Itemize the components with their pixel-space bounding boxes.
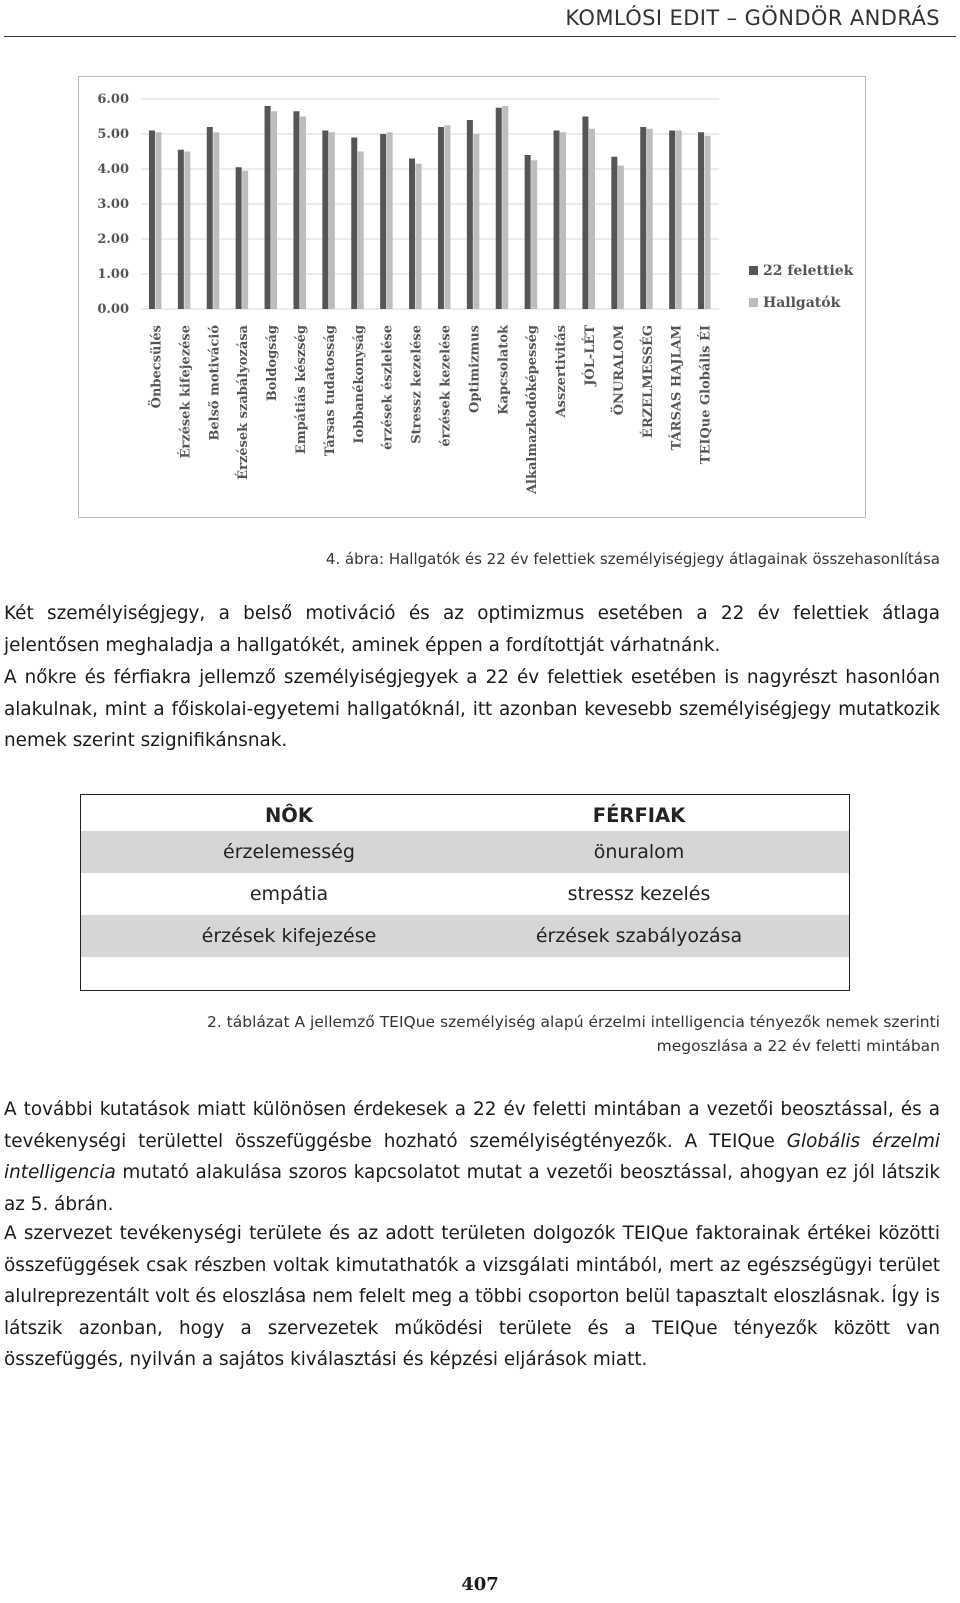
chart-svg (79, 77, 865, 517)
x-tick-label: Iobbanékonyság (351, 325, 367, 444)
y-tick-label: 0.00 (97, 302, 129, 317)
bar (438, 127, 444, 309)
bar (387, 132, 393, 309)
x-tick-label: Belső motiváció (207, 325, 223, 441)
paragraph-3 (4, 1094, 940, 1220)
x-tick-label: Empátiás készség (293, 325, 309, 455)
table-cell: empátia (249, 883, 329, 905)
table-row (81, 915, 849, 957)
x-tick-label: Önbecsülés (149, 325, 165, 409)
bar (647, 129, 653, 309)
bar (322, 131, 328, 310)
bar (178, 150, 184, 309)
bar (640, 127, 646, 309)
x-tick-label: Kapcsolatok (496, 325, 512, 415)
bar (473, 134, 479, 309)
bar (560, 132, 566, 309)
paragraph-4: A szervezet tevékenységi területe és az adott területen dolgozók TEIQue faktorainak értékei közötti összefüggések csak részben voltak kimutathatók a vizsgálati mintából, mert az egészségügyi terület alulreprezentált volt és eloszlása nem felelt meg a többi csoporton belül tapasztalt eloszlásnak. Így is látszik azonban, hogy a szervezetek működési területe és a TEIQue tényezők között van összefüggés, nyilván a sajátos kiválasztási és képzési eljárások miatt. (4, 1223, 940, 1371)
bar (155, 132, 161, 309)
table-caption: 2. táblázat A jellemző TEIQue személyiség alapú érzelmi intelligencia tényezők nemek szerinti megoszlása a 22 év feletti mintában (206, 1013, 940, 1055)
table-header-women: NÔK (264, 804, 313, 827)
legend (749, 263, 854, 311)
bar (618, 166, 624, 310)
legend-swatch (749, 298, 758, 307)
x-tick-label: érzések észlelése (380, 325, 396, 450)
bar-chart (78, 76, 866, 518)
legend-label: Hallgatók (763, 295, 841, 311)
y-tick-label: 1.00 (97, 267, 129, 282)
bar (184, 152, 190, 310)
x-tick-label: TEIQue Globális ÉI (698, 325, 714, 465)
bar (582, 117, 588, 310)
x-tick-label: TÁRSAS HAJLAM (669, 325, 685, 451)
bar (300, 117, 306, 310)
table-cell: érzések szabályozása (535, 925, 743, 947)
y-tick-labels (97, 92, 129, 317)
bar (444, 125, 450, 309)
y-tick-label: 2.00 (97, 232, 129, 247)
bar (496, 108, 502, 309)
bar (380, 134, 386, 309)
x-tick-label: ÖNURALOM (611, 325, 627, 416)
x-tick-label: Asszertivitás (554, 325, 570, 418)
bar (416, 164, 422, 309)
x-tick-label: ÉRZELMESSÉG (640, 325, 656, 439)
gender-traits-table (80, 794, 850, 991)
bar (554, 131, 560, 310)
table-row (81, 831, 849, 873)
bar (242, 171, 248, 309)
bar (611, 157, 617, 309)
paragraph-2: A nőkre és férfiakra jellemző személyiségjegyek a 22 év felettiek esetében is nagyrészt hasonlóan alakulnak, mint a főiskolai-egyetemi hallgatóknál, itt azonban kevesebb személyiségjegy mutatkozik nemek szerint szignifikánsnak. (4, 667, 940, 752)
x-tick-label: Alkalmazkodóképesség (525, 325, 541, 495)
bar (409, 159, 415, 310)
table-cell: stressz kezelés (567, 883, 711, 905)
x-tick-label: Optimizmus (467, 325, 483, 413)
y-tick-label: 4.00 (97, 162, 129, 177)
table-cell: érzelemesség (223, 841, 355, 863)
bar (467, 120, 473, 309)
paragraph-1: Két személyiségjegy, a belső motiváció és az optimizmus esetében a 22 év felettiek átlaga jelentősen meghaladja a hallgatókét, aminek éppen a fordítottját várhatnánk. (4, 603, 940, 656)
running-head: KOMLÓSI EDIT – GÖNDÖR ANDRÁS (565, 6, 940, 30)
y-tick-label: 6.00 (97, 92, 129, 107)
table-cell: önuralom (593, 841, 685, 863)
bar (213, 132, 219, 309)
bar (676, 131, 682, 310)
bar (705, 136, 711, 309)
x-tick-label: érzések kezelése (438, 325, 454, 447)
grid-layer (141, 99, 719, 309)
paragraph-3-text-a: A további kutatások miatt különösen érdekesek a 22 év feletti mintában a vezetői beosztással, és a tevékenységi területtel összefüggésbe hozható személyiségtényezők. A TEIQue (4, 1099, 940, 1152)
bar (149, 131, 155, 310)
x-tick-label: Érzések kifejezése (178, 325, 194, 459)
x-tick-label: Érzések szabályozása (236, 325, 252, 480)
bar (271, 111, 277, 309)
bar (293, 111, 299, 309)
x-tick-label: Boldogság (265, 325, 281, 402)
figure-caption: 4. ábra: Hallgatók és 22 év felettiek személyiségjegy átlagainak összehasonlítása (325, 550, 940, 568)
x-tick-labels (147, 324, 713, 495)
bar (589, 129, 595, 309)
legend-swatch (749, 266, 758, 275)
x-tick-label: Stressz kezelése (409, 325, 425, 444)
table-row (81, 873, 849, 915)
paragraph-3-italic-term: Globális érzelmi intelligencia (4, 1130, 940, 1184)
bar (669, 131, 675, 310)
bar (351, 138, 357, 310)
x-tick-label: JÓL-LÉT (582, 325, 598, 386)
table-cell: érzések kifejezése (201, 925, 377, 947)
bar (236, 167, 242, 309)
bar (531, 160, 537, 309)
paragraph-3-text-b: mutató alakulása szoros kapcsolatot mutat a vezetői beosztással, ahogyan ez jól látszik az 5. ábrán. (4, 1162, 940, 1215)
bar (207, 127, 213, 309)
bar (525, 155, 531, 309)
header-rule (4, 36, 956, 37)
page-number: 407 (461, 1574, 499, 1595)
bar (502, 106, 508, 309)
legend-label: 22 felettiek (763, 263, 854, 279)
bar (698, 132, 704, 309)
bar (358, 152, 364, 310)
y-tick-label: 3.00 (97, 197, 129, 212)
table-header-men: FÉRFIAK (592, 804, 686, 827)
bar (329, 132, 335, 309)
bars (149, 106, 711, 309)
y-tick-label: 5.00 (97, 127, 129, 142)
x-tick-label: Társas tudatosság (322, 325, 338, 457)
bar (265, 106, 271, 309)
